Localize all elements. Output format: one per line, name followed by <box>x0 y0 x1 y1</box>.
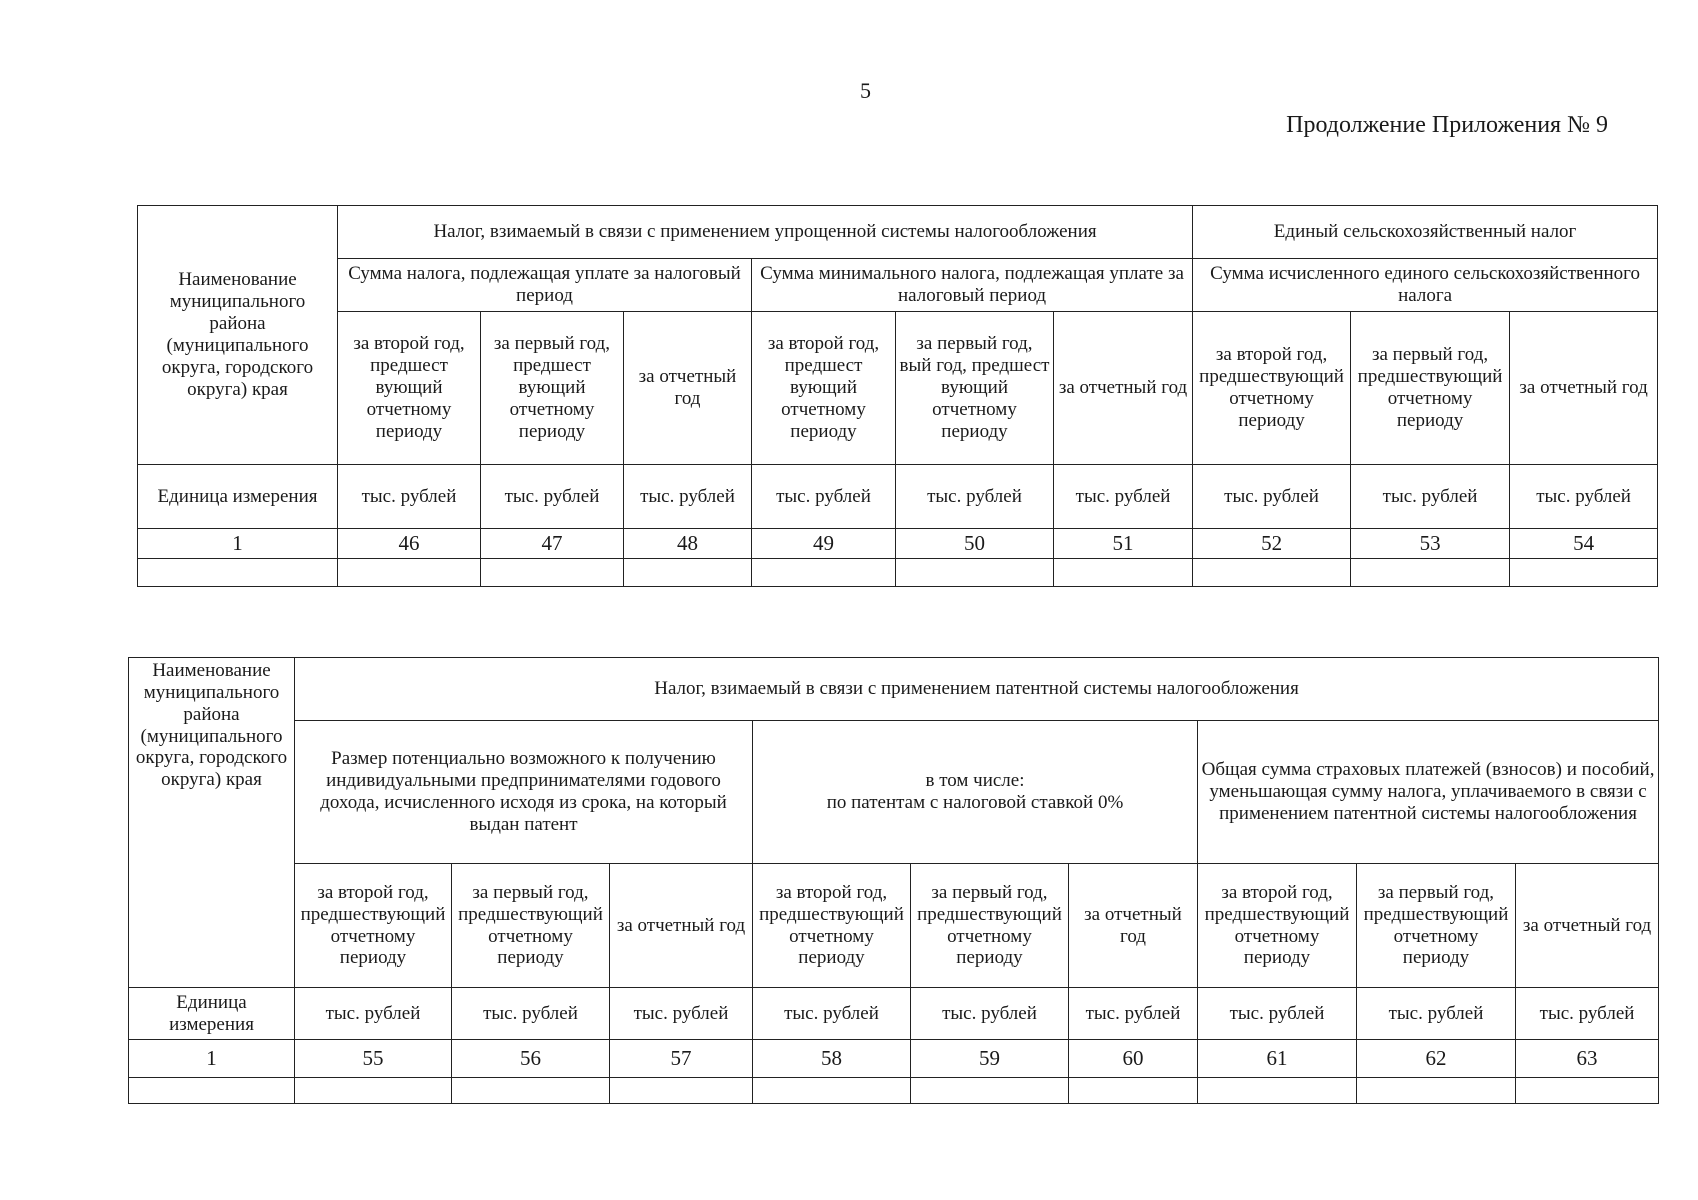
appendix-title: Продолжение Приложения № 9 <box>1286 112 1608 138</box>
unit-cell: тыс. рублей <box>896 465 1054 529</box>
unit-cell: тыс. рублей <box>624 465 752 529</box>
unit-cell: тыс. рублей <box>911 988 1069 1040</box>
subheader-insurance-payments: Общая сумма страховых платежей (взносов) и пособий, уменьшающая сумму налога, уплачиваемого в связи с применением патентной системы налогообложения <box>1198 721 1659 864</box>
unit-cell: тыс. рублей <box>1198 988 1357 1040</box>
period-header: за отчетный год <box>1054 312 1193 465</box>
column-number: 48 <box>624 529 752 559</box>
column-number: 1 <box>129 1040 295 1078</box>
period-header: за второй год, предшест вующий отчетному периоду <box>338 312 481 465</box>
column-number: 50 <box>896 529 1054 559</box>
unit-cell: тыс. рублей <box>1510 465 1658 529</box>
period-header: за отчетный год <box>610 864 753 988</box>
municipality-header: Наименование муниципального района (муниципального округа, городского округа) края <box>129 658 295 988</box>
column-number: 46 <box>338 529 481 559</box>
column-number: 53 <box>1351 529 1510 559</box>
period-header: за первый год, предшествующий отчетному периоду <box>911 864 1069 988</box>
column-number: 62 <box>1357 1040 1516 1078</box>
period-header: за первый год, вый год, предшест вующий отчетному периоду <box>896 312 1054 465</box>
unit-cell: тыс. рублей <box>753 988 911 1040</box>
subheader-zero-rate-line2: по патентам с налоговой ставкой 0% <box>826 792 1124 813</box>
unit-cell: тыс. рублей <box>610 988 753 1040</box>
unit-cell: тыс. рублей <box>452 988 610 1040</box>
unit-cell: тыс. рублей <box>481 465 624 529</box>
column-number: 47 <box>481 529 624 559</box>
period-header: за второй год, предшествующий отчетному периоду <box>1193 312 1351 465</box>
unit-cell: тыс. рублей <box>752 465 896 529</box>
period-header: за отчетный год <box>1069 864 1198 988</box>
column-number: 49 <box>752 529 896 559</box>
period-header: за второй год, предшествующий отчетному периоду <box>295 864 452 988</box>
column-number: 51 <box>1054 529 1193 559</box>
unit-cell: тыс. рублей <box>1193 465 1351 529</box>
page-number: 5 <box>860 78 871 103</box>
column-number: 58 <box>753 1040 911 1078</box>
subheader-zero-rate <box>753 721 1198 864</box>
period-header: за первый год, предшествующий отчетному периоду <box>452 864 610 988</box>
period-header: за второй год, предшествующий отчетному периоду <box>753 864 911 988</box>
empty-data-row <box>138 559 1658 587</box>
period-header: за отчетный год <box>624 312 752 465</box>
column-number: 54 <box>1510 529 1658 559</box>
column-number: 1 <box>138 529 338 559</box>
period-header: за отчетный год <box>1510 312 1658 465</box>
period-header: за второй год, предшествующий отчетному периоду <box>1198 864 1357 988</box>
group-header-agri-tax: Единый сельскохозяйственный налог <box>1193 206 1658 259</box>
column-number: 52 <box>1193 529 1351 559</box>
group-header-patent-tax: Налог, взимаемый в связи с применением патентной системы налогообложения <box>295 658 1659 721</box>
unit-cell: тыс. рублей <box>1516 988 1659 1040</box>
subheader-min-tax: Сумма минимального налога, подлежащая уплате за налоговый период <box>752 259 1193 312</box>
period-header: за второй год, предшест вующий отчетному периоду <box>752 312 896 465</box>
column-number: 61 <box>1198 1040 1357 1078</box>
period-header: за первый год, предшествующий отчетному периоду <box>1351 312 1510 465</box>
subheader-tax-sum: Сумма налога, подлежащая уплате за налоговый период <box>338 259 752 312</box>
tax-table-patent <box>128 657 1659 1104</box>
unit-cell: тыс. рублей <box>338 465 481 529</box>
period-header: за отчетный год <box>1516 864 1659 988</box>
column-number: 63 <box>1516 1040 1659 1078</box>
unit-label: Единица измерения <box>129 988 295 1040</box>
tax-table-simplified-agri <box>137 205 1658 587</box>
column-number: 55 <box>295 1040 452 1078</box>
unit-cell: тыс. рублей <box>295 988 452 1040</box>
column-number: 57 <box>610 1040 753 1078</box>
empty-data-row <box>129 1078 1659 1104</box>
subheader-zero-rate-line1: в том числе: <box>925 770 1025 792</box>
unit-cell: тыс. рублей <box>1357 988 1516 1040</box>
unit-cell: тыс. рублей <box>1351 465 1510 529</box>
period-header: за первый год, предшествующий отчетному периоду <box>1357 864 1516 988</box>
column-number: 56 <box>452 1040 610 1078</box>
unit-label: Единица измерения <box>138 465 338 529</box>
group-header-simplified-tax: Налог, взимаемый в связи с применением упрощенной системы налогообложения <box>338 206 1193 259</box>
unit-cell: тыс. рублей <box>1054 465 1193 529</box>
subheader-potential-income: Размер потенциально возможного к получению индивидуальными предпринимателями годового дохода, исчисленного исходя из срока, на который выдан патент <box>295 721 753 864</box>
unit-cell: тыс. рублей <box>1069 988 1198 1040</box>
period-header: за первый год, предшест вующий отчетному периоду <box>481 312 624 465</box>
column-number: 60 <box>1069 1040 1198 1078</box>
municipality-header: Наименование муниципального района (муниципального округа, городского округа) края <box>138 206 338 465</box>
subheader-agri-sum: Сумма исчисленного единого сельскохозяйственного налога <box>1193 259 1658 312</box>
column-number: 59 <box>911 1040 1069 1078</box>
